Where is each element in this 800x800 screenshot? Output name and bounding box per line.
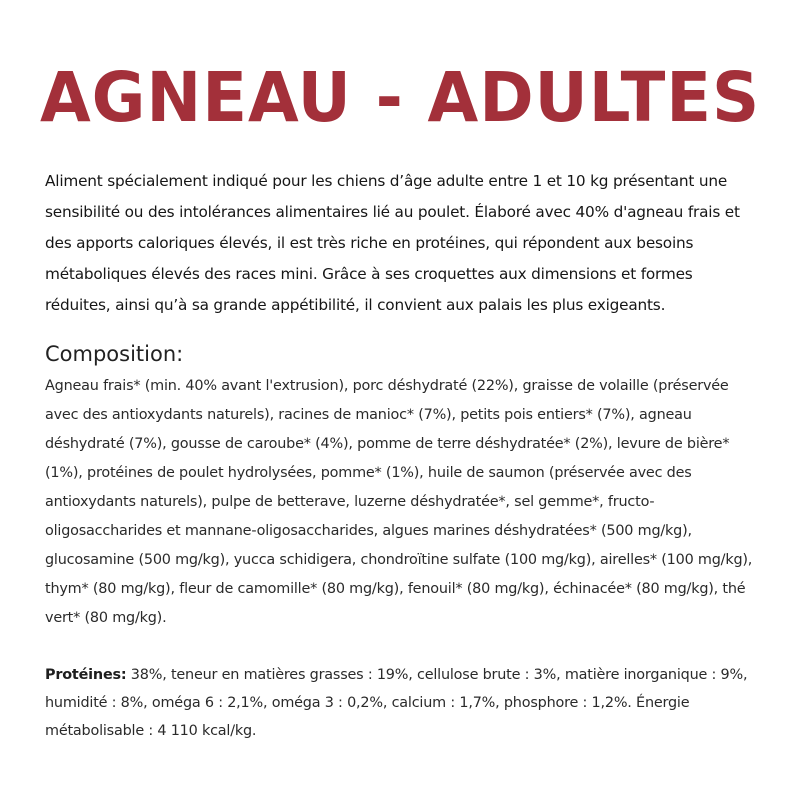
analysis-text: 38%, teneur en matières grasses : 19%, cellulose brute : 3%, matière inorganique : 9%, humidité : 8%, oméga 6 : 2,1%, oméga 3 : 0,2%, calcium : 1,7%, phosphore : 1,2%. Énergie métabolisable : 4 110 kcal/kg. xyxy=(45,667,748,739)
page-title: AGNEAU - ADULTES xyxy=(40,58,761,138)
composition-text: Agneau frais* (min. 40% avant l'extrusion), porc déshydraté (22%), graisse de volaille (préservée avec des antioxydants naturels), racines de manioc* (7%), petits pois entiers* (7%), agneau déshydraté (7%), gousse de caroube* (4%), pomme de terre déshydratée* (2%), levure de bière* (1%), protéines de poulet hydrolysées, pomme* (1%), huile de saumon (préservée avec des antioxydants naturels), pulpe de betterave, luzerne déshydratée*, sel gemme*, fructo-oligosaccharides et mannane-oligosaccharides, algues marines déshydratées* (500 mg/kg), glucosamine (500 mg/kg), yucca schidigera, chondroïtine sulfate (100 mg/kg), airelles* (100 mg/kg), thym* (80 mg/kg), fleur de camomille* (80 mg/kg), fenouil* (80 mg/kg), échinacée* (80 mg/kg), thé vert* (80 mg/kg). xyxy=(45,378,753,626)
composition-heading: Composition: xyxy=(45,342,184,366)
product-description: Aliment spécialement indiqué pour les chiens d’âge adulte entre 1 et 10 kg présentant une sensibilité ou des intolérances alimentaires lié au poulet. Élaboré avec 40% d'agneau frais et des apports caloriques élevés, il est très riche en protéines, qui répondent aux besoins métaboliques élevés des races mini. Grâce à ses croquettes aux dimensions et formes réduites, ainsi qu’à sa grande appétibilité, il convient aux palais les plus exigeants. xyxy=(45,172,740,314)
analytical-constituents xyxy=(45,661,757,745)
analysis-label: Protéines: xyxy=(45,667,127,683)
